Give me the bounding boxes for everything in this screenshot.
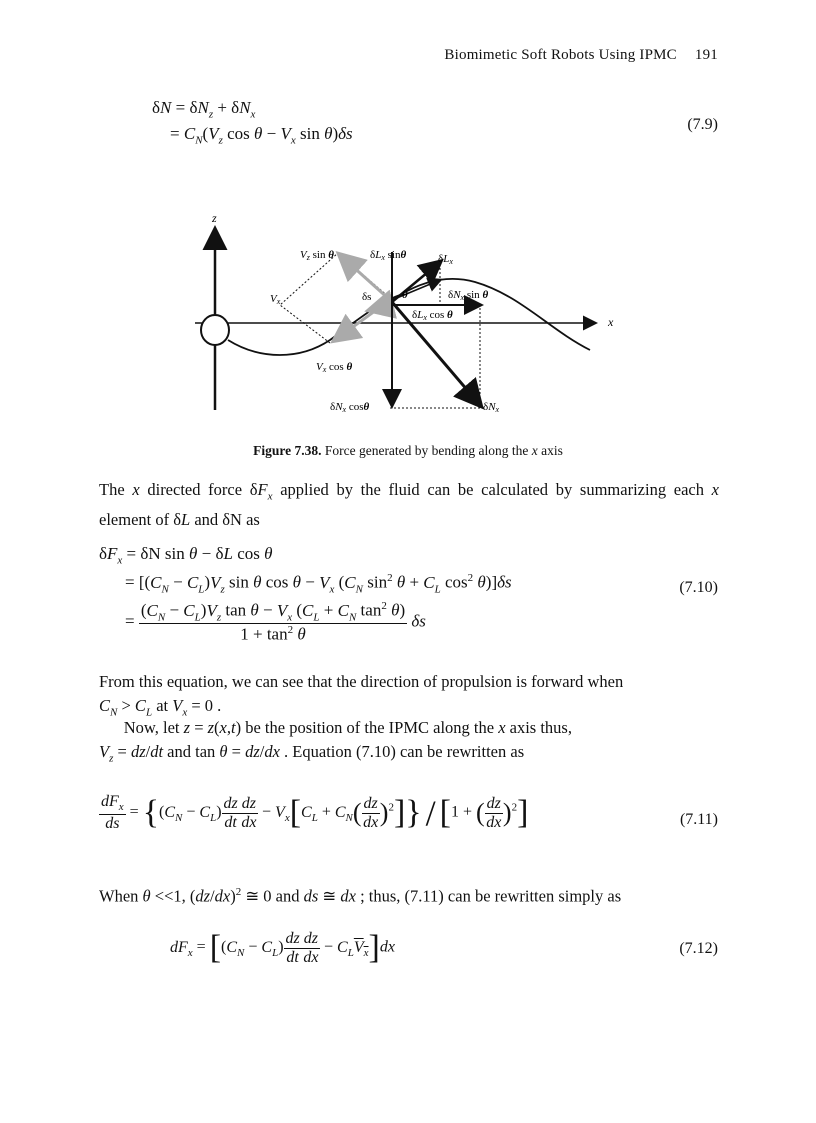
paragraph-4: When θ <<1, $(dz/dx)^2$ ≅ 0 and ds ≅ dx ; thus, (7.11) can be rewritten simply as bbox=[99, 886, 622, 906]
equation-7-10-line1: $\delta F_x = \delta N$ sin θ − δL cos θ bbox=[99, 544, 273, 567]
label-ds: δs bbox=[362, 291, 372, 303]
figure-caption bbox=[0, 443, 816, 459]
label-dlx-sin: δLx sinθ bbox=[370, 249, 407, 262]
label-dlx-cos: δLx cos θ bbox=[412, 309, 453, 322]
label-theta: θ bbox=[402, 289, 408, 301]
equation-number-7-9: (7.9) bbox=[687, 116, 718, 133]
page-number: 191 bbox=[694, 47, 718, 63]
equation-7-10-line3: = $\frac{(C_N - C_L)V_z \tan \theta - V_x (C_L + C_N \tan^2 \theta)}{1 + \tan^2 \theta}$ δs bbox=[125, 600, 426, 644]
ipmc-base-ellipse bbox=[201, 315, 229, 345]
header-title: Biomimetic Soft Robots Using IPMC bbox=[444, 47, 677, 63]
label-dnx-cos: δNx cosθ bbox=[330, 401, 370, 414]
equation-number-7-11: (7.11) bbox=[679, 811, 718, 828]
equation-number-7-10: (7.10) bbox=[679, 579, 718, 596]
equation-7-12: $dF_x = [(C_N - C_L)$ $\frac{dz}{dt}$ $\frac{dz}{dx}$ − $C_LV_x]dx$ bbox=[170, 929, 395, 966]
paragraph-2: From this equation, we can see that the direction of propulsion is forward when $C_N > C_L$ at $V_x = 0$ . bbox=[99, 672, 624, 719]
paragraph-3: Now, let z = z(x,t) be the position of the IPMC along the x axis thus, $V_z = dz/dt$ and tan θ = dz/dx . Equation (7.10) can be rewritten as bbox=[99, 718, 572, 765]
equation-7-9-line1: $\delta N = \delta N_z + \delta N_x$ bbox=[152, 98, 256, 121]
label-dnx: δNx bbox=[483, 401, 500, 414]
figure-caption-text: Force generated by bending along the x axis bbox=[324, 443, 563, 458]
running-header bbox=[444, 47, 718, 64]
label-vx-cos: Vx cos θ bbox=[316, 361, 353, 374]
figure-caption-label: Figure 7.38. bbox=[253, 443, 322, 458]
equation-number-7-12: (7.12) bbox=[679, 940, 718, 957]
x-axis-label: x bbox=[608, 315, 614, 329]
equation-7-11: $\frac{dF_x}{ds}$ = {$(C_N - C_L)$ $\frac{dz}{dt}$ $\frac{dz}{dx}$ − $V_x[C_L + C_N$( $\frac{dz}{dx}$ )$^2$]} / [1 + ( $\frac{dz}{dx}$ )$^2$] bbox=[101, 793, 529, 833]
label-dlx: δLx bbox=[438, 253, 453, 266]
label-dnx-sin: δNx sin θ bbox=[448, 289, 489, 302]
label-vx: Vx bbox=[270, 293, 281, 306]
z-axis-label: z bbox=[212, 211, 217, 225]
equation-7-10-line2: = [$(C_N - C_L)V_z$ sin θ $\cos \theta - V_x$ ($C_N$ $\sin^2 \theta + C_L$ $\cos^2 \theta)]\delta s$ bbox=[125, 572, 512, 596]
figure-7-38-diagram bbox=[190, 210, 620, 420]
paragraph-1: The x directed force $\delta F_x$ applied by the fluid can be calculated by summarizing each x element of δL and δN as bbox=[99, 480, 719, 530]
dashed-construction-lines bbox=[280, 253, 390, 343]
ipmc-wave-curve bbox=[228, 279, 590, 355]
label-vz-sin: Vz sin θ bbox=[300, 249, 334, 262]
equation-7-9-line2: = $C_N(V_z$ $\cos \theta - V_x$ sin θ)δs bbox=[170, 124, 353, 147]
